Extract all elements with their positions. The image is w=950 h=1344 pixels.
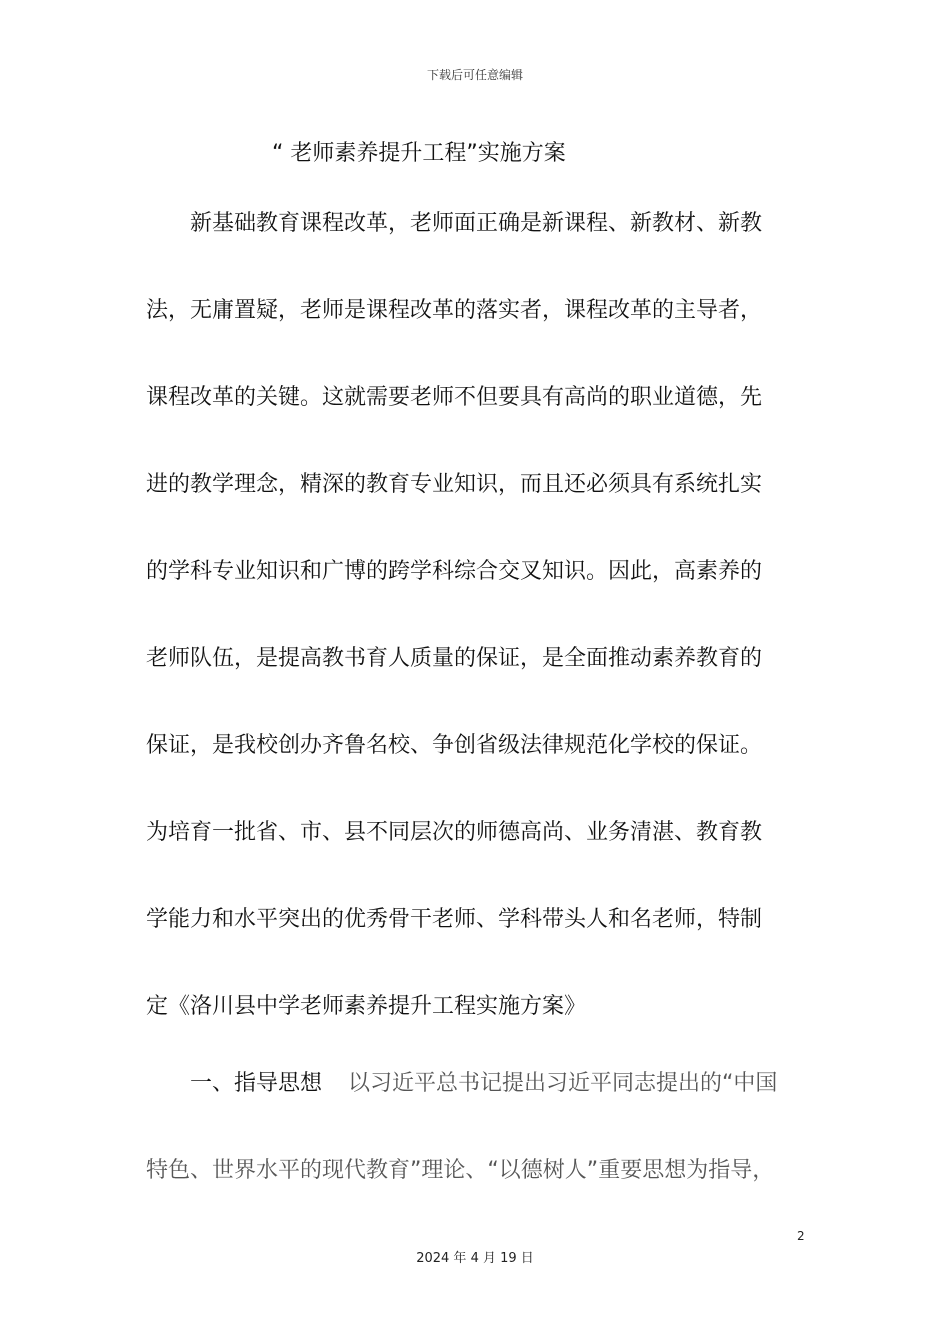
page-number: 2	[797, 1229, 805, 1243]
section-text: 以习近平总书记提出习近平同志提出的“中国	[348, 1071, 778, 1096]
paragraph-line: 定《洛川县中学老师素养提升工程实施方案》	[146, 994, 587, 1019]
paragraph-line: 新基础教育课程改革，老师面正确是新课程、新教材、新教	[190, 211, 763, 236]
section-heading: 一、指导思想	[190, 1071, 323, 1096]
paragraph-line: 保证，是我校创办齐鲁名校、争创省级法律规范化学校的保证。	[146, 733, 763, 758]
paragraph-line: 课程改革的关键。这就需要老师不但要具有高尚的职业道德，先	[146, 385, 763, 410]
paragraph-line: 学能力和水平突出的优秀骨干老师、学科带头人和名老师，特制	[146, 907, 763, 932]
paragraph-line: 为培育一批省、市、县不同层次的师德高尚、业务清湛、教育教	[146, 820, 763, 845]
page-header: 下载后可任意编辑	[426, 68, 523, 82]
paragraph-line: 的学科专业知识和广博的跨学科综合交叉知识。因此，高素养的	[146, 559, 763, 584]
paragraph-line: 进的教学理念，精深的教育专业知识，而且还必须具有系统扎实	[146, 472, 763, 497]
paragraph-line: 老师队伍，是提高教书育人质量的保证，是全面推动素养教育的	[146, 646, 763, 671]
section-line	[146, 1156, 810, 1186]
section-text: 特色、世界水平的现代教育”理论、“以德树人”重要思想为指导，	[146, 1158, 775, 1183]
footer-date: 2024 年 4 月 19 日	[416, 1251, 534, 1266]
section-line	[190, 1069, 810, 1099]
paragraph-line: 法，无庸置疑，老师是课程改革的落实者，课程改革的主导者，	[146, 298, 763, 323]
document-title: “ 老师素养提升工程”实施方案	[272, 141, 566, 166]
